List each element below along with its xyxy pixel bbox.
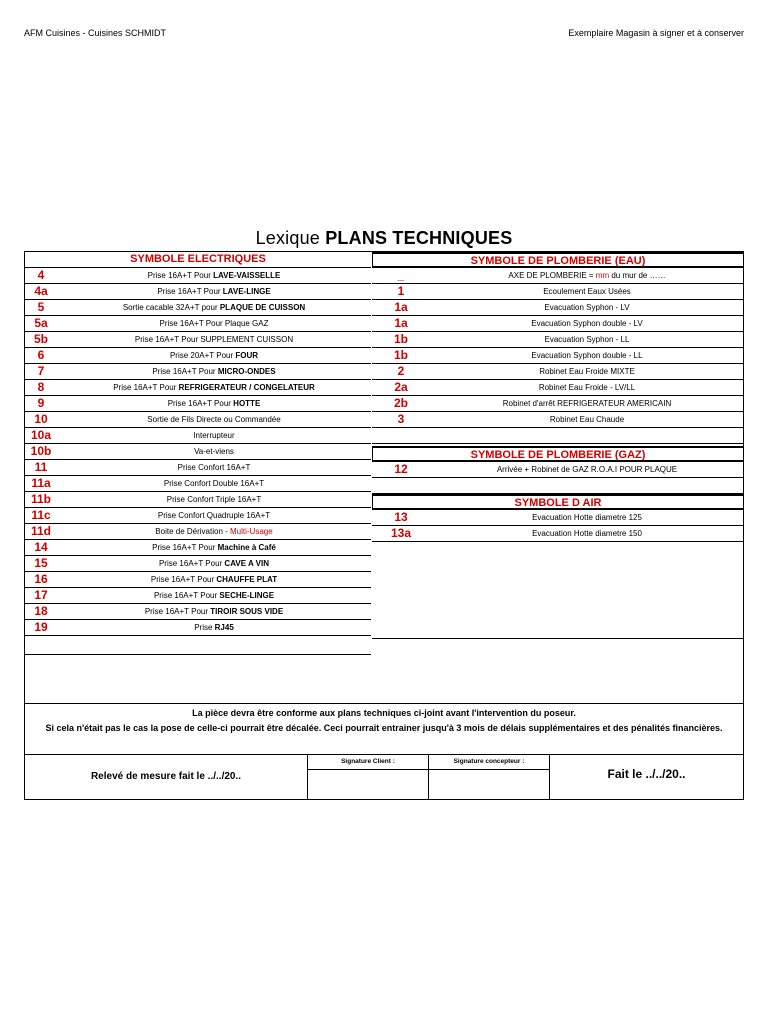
header-left: AFM Cuisines - Cuisines SCHMIDT: [24, 28, 167, 38]
row-code: 2b: [393, 396, 408, 410]
client-signature-field[interactable]: [307, 755, 428, 799]
table-row: [25, 428, 371, 444]
row-code: 1: [397, 284, 405, 298]
row-desc: [430, 412, 744, 427]
row-desc: [430, 396, 744, 411]
page-title: [0, 228, 768, 249]
row-text: Robinet Eau Chaude: [549, 415, 625, 424]
table-row: [25, 604, 371, 620]
row-text: Robinet d'arrêt REFRIGERATEUR AMERICAIN: [502, 399, 672, 408]
row-code: 11a: [31, 476, 51, 490]
row-text: Prise 16A+T Pour: [147, 271, 214, 280]
row-text: Prise 16A+T Pour: [152, 367, 218, 376]
row-code: 10: [34, 412, 48, 426]
row-desc: [430, 364, 744, 379]
row-desc: [57, 364, 371, 379]
row-code: 12: [394, 462, 408, 476]
row-text: Prise 16A+T Pour: [153, 591, 220, 600]
row-text: Prise 16A+T Pour: [150, 575, 217, 584]
row-text: Evacuation Syphon - LV: [544, 303, 630, 312]
row-code: 13: [394, 510, 408, 524]
row-desc: [57, 268, 371, 283]
row-desc: [430, 510, 744, 525]
table-row: [372, 412, 744, 428]
row-text-bold: HOTTE: [233, 399, 261, 408]
row-desc: [57, 492, 371, 507]
row-code: 1b: [393, 332, 408, 346]
title-prefix: Lexique: [255, 228, 326, 248]
row-code: 10a: [30, 428, 52, 442]
row-code: 4: [37, 268, 45, 282]
row-text: Prise 16A+T Pour: [167, 399, 234, 408]
table-row: [25, 348, 371, 364]
table-row: [25, 412, 371, 428]
row-desc: [57, 556, 371, 571]
row-text: Evacuation Syphon double - LV: [531, 319, 643, 328]
row-text: Evacuation Syphon double - LL: [531, 351, 643, 360]
row-desc: [57, 588, 371, 603]
row-desc: [57, 348, 371, 363]
row-text: Prise 16A+T Pour: [113, 383, 179, 392]
releve-text: Relevé de mesure fait le ../../20..: [90, 771, 242, 782]
air-heading: SYMBOLE D AIR: [372, 494, 744, 510]
row-text: Prise 16A+T Pour: [144, 607, 211, 616]
row-code: 6: [37, 348, 45, 362]
row-code: 8: [37, 380, 45, 394]
empty-row: [372, 478, 744, 494]
axis-unit: mm: [595, 271, 610, 280]
row-code: 19: [34, 620, 48, 634]
row-code: 11d: [30, 524, 51, 538]
row-text: Va-et-viens: [194, 447, 234, 456]
row-text-red: Multi-Usage: [230, 527, 273, 536]
row-text-bold: LAVE-LINGE: [222, 287, 271, 296]
table-row: [25, 316, 371, 332]
row-text: Prise 16A+T Pour: [152, 543, 218, 552]
row-desc: [57, 380, 371, 395]
row-code: 1a: [394, 300, 408, 314]
table-row: [25, 460, 371, 476]
row-text: Arrivée + Robinet de GAZ R.O.A.I POUR PLAQUE: [496, 465, 678, 474]
table-row: [372, 316, 744, 332]
empty-row: [25, 655, 371, 703]
row-code: 7: [37, 364, 45, 378]
table-row: [372, 348, 744, 364]
table-row: [372, 364, 744, 380]
table-row: [372, 332, 744, 348]
table-row: [25, 284, 371, 300]
table-row: [25, 572, 371, 588]
row-text: Prise 16A+T Pour SUPPLEMENT CUISSON: [134, 335, 294, 344]
table-row: [25, 444, 371, 460]
row-desc: [57, 412, 371, 427]
table-row: [372, 510, 744, 526]
row-desc: [430, 300, 744, 315]
notice-line-1: La pièce devra être conforme aux plans techniques ci-joint avant l'intervention du poseur.: [192, 708, 576, 718]
empty-row: [25, 639, 371, 655]
row-text: Evacuation Hotte diametre 125: [532, 513, 642, 522]
row-code: 11c: [31, 508, 51, 522]
row-text-bold: TIROIR SOUS VIDE: [210, 607, 284, 616]
row-code: 15: [34, 556, 48, 570]
row-code: 11: [34, 460, 48, 474]
row-text-bold: CAVE A VIN: [224, 559, 270, 568]
row-desc: [57, 396, 371, 411]
row-text: Prise 16A+T Pour Plaque GAZ: [159, 319, 269, 328]
row-desc: [57, 620, 371, 635]
client-signature-label: Signature Client :: [308, 755, 428, 770]
row-code: 5a: [34, 316, 48, 330]
row-text: Evacuation Syphon - LL: [544, 335, 630, 344]
table-row: [25, 332, 371, 348]
row-desc: [57, 540, 371, 555]
row-desc: [430, 332, 744, 347]
releve-cell: [25, 755, 307, 799]
row-desc: [57, 572, 371, 587]
row-desc: [430, 268, 744, 283]
gas-heading: SYMBOLE DE PLOMBERIE (GAZ): [372, 446, 744, 462]
table-row: [25, 396, 371, 412]
notice-line-2: Si cela n'était pas le cas la pose de celle-ci pourrait être décalée. Ceci pourrait entrainer jusqu'à 3 mois de délais supplémentaires et des pénalités financières.: [45, 723, 723, 733]
row-code: 5: [37, 300, 45, 314]
axis-post: du mur de ……: [609, 271, 666, 280]
table-row: [25, 524, 371, 540]
row-desc: [57, 604, 371, 619]
row-code: 14: [34, 540, 48, 554]
row-code: 11b: [30, 492, 51, 506]
row-text-bold: SECHE-LINGE: [219, 591, 275, 600]
table-row: [372, 462, 744, 478]
row-code: 4a: [34, 284, 48, 298]
row-text-bold: FOUR: [235, 351, 259, 360]
row-desc: [57, 316, 371, 331]
fait-le-text: Fait le ../../20..: [607, 767, 686, 781]
notice-box: [25, 703, 743, 755]
row-text: Ecoulement Eaux Usées: [543, 287, 631, 296]
table-row: [25, 364, 371, 380]
row-code: _: [397, 268, 405, 282]
row-text: Interrupteur: [193, 431, 235, 440]
table-row: [372, 396, 744, 412]
row-desc: [57, 444, 371, 459]
empty-row: [372, 542, 744, 639]
row-code: 3: [397, 412, 405, 426]
row-desc: [57, 332, 371, 347]
empty-row: [372, 655, 744, 703]
row-text-bold: PLAQUE DE CUISSON: [219, 303, 306, 312]
axis-pre: AXE DE PLOMBERIE =: [508, 271, 596, 280]
row-desc: [430, 462, 744, 477]
row-text: Prise Confort 16A+T: [177, 463, 251, 472]
concepteur-signature-label: Signature concepteur :: [429, 755, 549, 770]
table-row: [25, 476, 371, 492]
row-text: Prise Confort Quadruple 16A+T: [157, 511, 271, 520]
header-right: Exemplaire Magasin à signer et à conserver: [568, 28, 744, 38]
row-text-bold: Machine à Café: [217, 543, 276, 552]
electric-heading: SYMBOLE ELECTRIQUES: [25, 252, 371, 268]
row-text: Sortie cacable 32A+T pour: [122, 303, 220, 312]
empty-row: [372, 428, 744, 444]
table-row: [372, 268, 744, 284]
row-text: Prise 16A+T Pour: [158, 559, 225, 568]
row-text: Evacuation Hotte diametre 150: [532, 529, 642, 538]
row-code: 2: [397, 364, 405, 378]
table-row: [25, 540, 371, 556]
table-row: [25, 508, 371, 524]
row-desc: [57, 476, 371, 491]
row-text: Prise 16A+T Pour: [157, 287, 223, 296]
row-desc: [430, 526, 744, 541]
row-code: 2a: [394, 380, 408, 394]
table-row: [372, 380, 744, 396]
row-code: 1b: [393, 348, 408, 362]
row-desc: [430, 380, 744, 395]
row-desc: [57, 428, 371, 443]
table-row: [25, 588, 371, 604]
row-code: 1a: [394, 316, 408, 330]
row-text: Prise Confort Double 16A+T: [163, 479, 265, 488]
table-row: [372, 284, 744, 300]
table-row: [25, 268, 371, 284]
row-code: 10b: [30, 444, 52, 458]
row-desc: [430, 284, 744, 299]
row-text: Prise: [194, 623, 215, 632]
row-text: Robinet Eau Froide MIXTE: [539, 367, 635, 376]
lexique-table: [24, 251, 744, 800]
row-desc: [57, 284, 371, 299]
table-row: [25, 492, 371, 508]
row-code: 9: [37, 396, 45, 410]
row-desc: [57, 524, 371, 539]
row-text: Sortie de Fils Directe ou Commandée: [147, 415, 281, 424]
row-text-bold: RJ45: [214, 623, 234, 632]
table-row: [25, 380, 371, 396]
table-row: [372, 300, 744, 316]
title-main: PLANS TECHNIQUES: [325, 228, 513, 248]
row-text-bold: REFRIGERATEUR / CONGELATEUR: [178, 383, 315, 392]
concepteur-signature-field[interactable]: [428, 755, 549, 799]
row-text: Prise 20A+T Pour: [169, 351, 236, 360]
row-code: 5b: [33, 332, 48, 346]
row-text: Robinet Eau Froide - LV/LL: [538, 383, 636, 392]
row-desc: [57, 508, 371, 523]
row-code: 17: [34, 588, 48, 602]
row-text-bold: MICRO-ONDES: [217, 367, 276, 376]
signature-row: [25, 755, 743, 799]
row-text: Prise Confort Triple 16A+T: [166, 495, 262, 504]
fait-le-cell: [549, 755, 743, 799]
table-row: [25, 620, 371, 636]
row-desc: [57, 460, 371, 475]
row-text-bold: CHAUFFE PLAT: [216, 575, 278, 584]
row-desc: [430, 316, 744, 331]
water-heading: SYMBOLE DE PLOMBERIE (EAU): [372, 252, 744, 268]
row-desc: [57, 300, 371, 315]
row-text: Boite de Dérivation -: [155, 527, 230, 536]
row-code: 18: [34, 604, 48, 618]
row-desc: [430, 348, 744, 363]
table-row: [372, 526, 744, 542]
table-row: [25, 556, 371, 572]
table-row: [25, 300, 371, 316]
row-code: 16: [34, 572, 48, 586]
row-code: 13a: [390, 526, 412, 540]
row-text-bold: LAVE-VAISSELLE: [213, 271, 281, 280]
